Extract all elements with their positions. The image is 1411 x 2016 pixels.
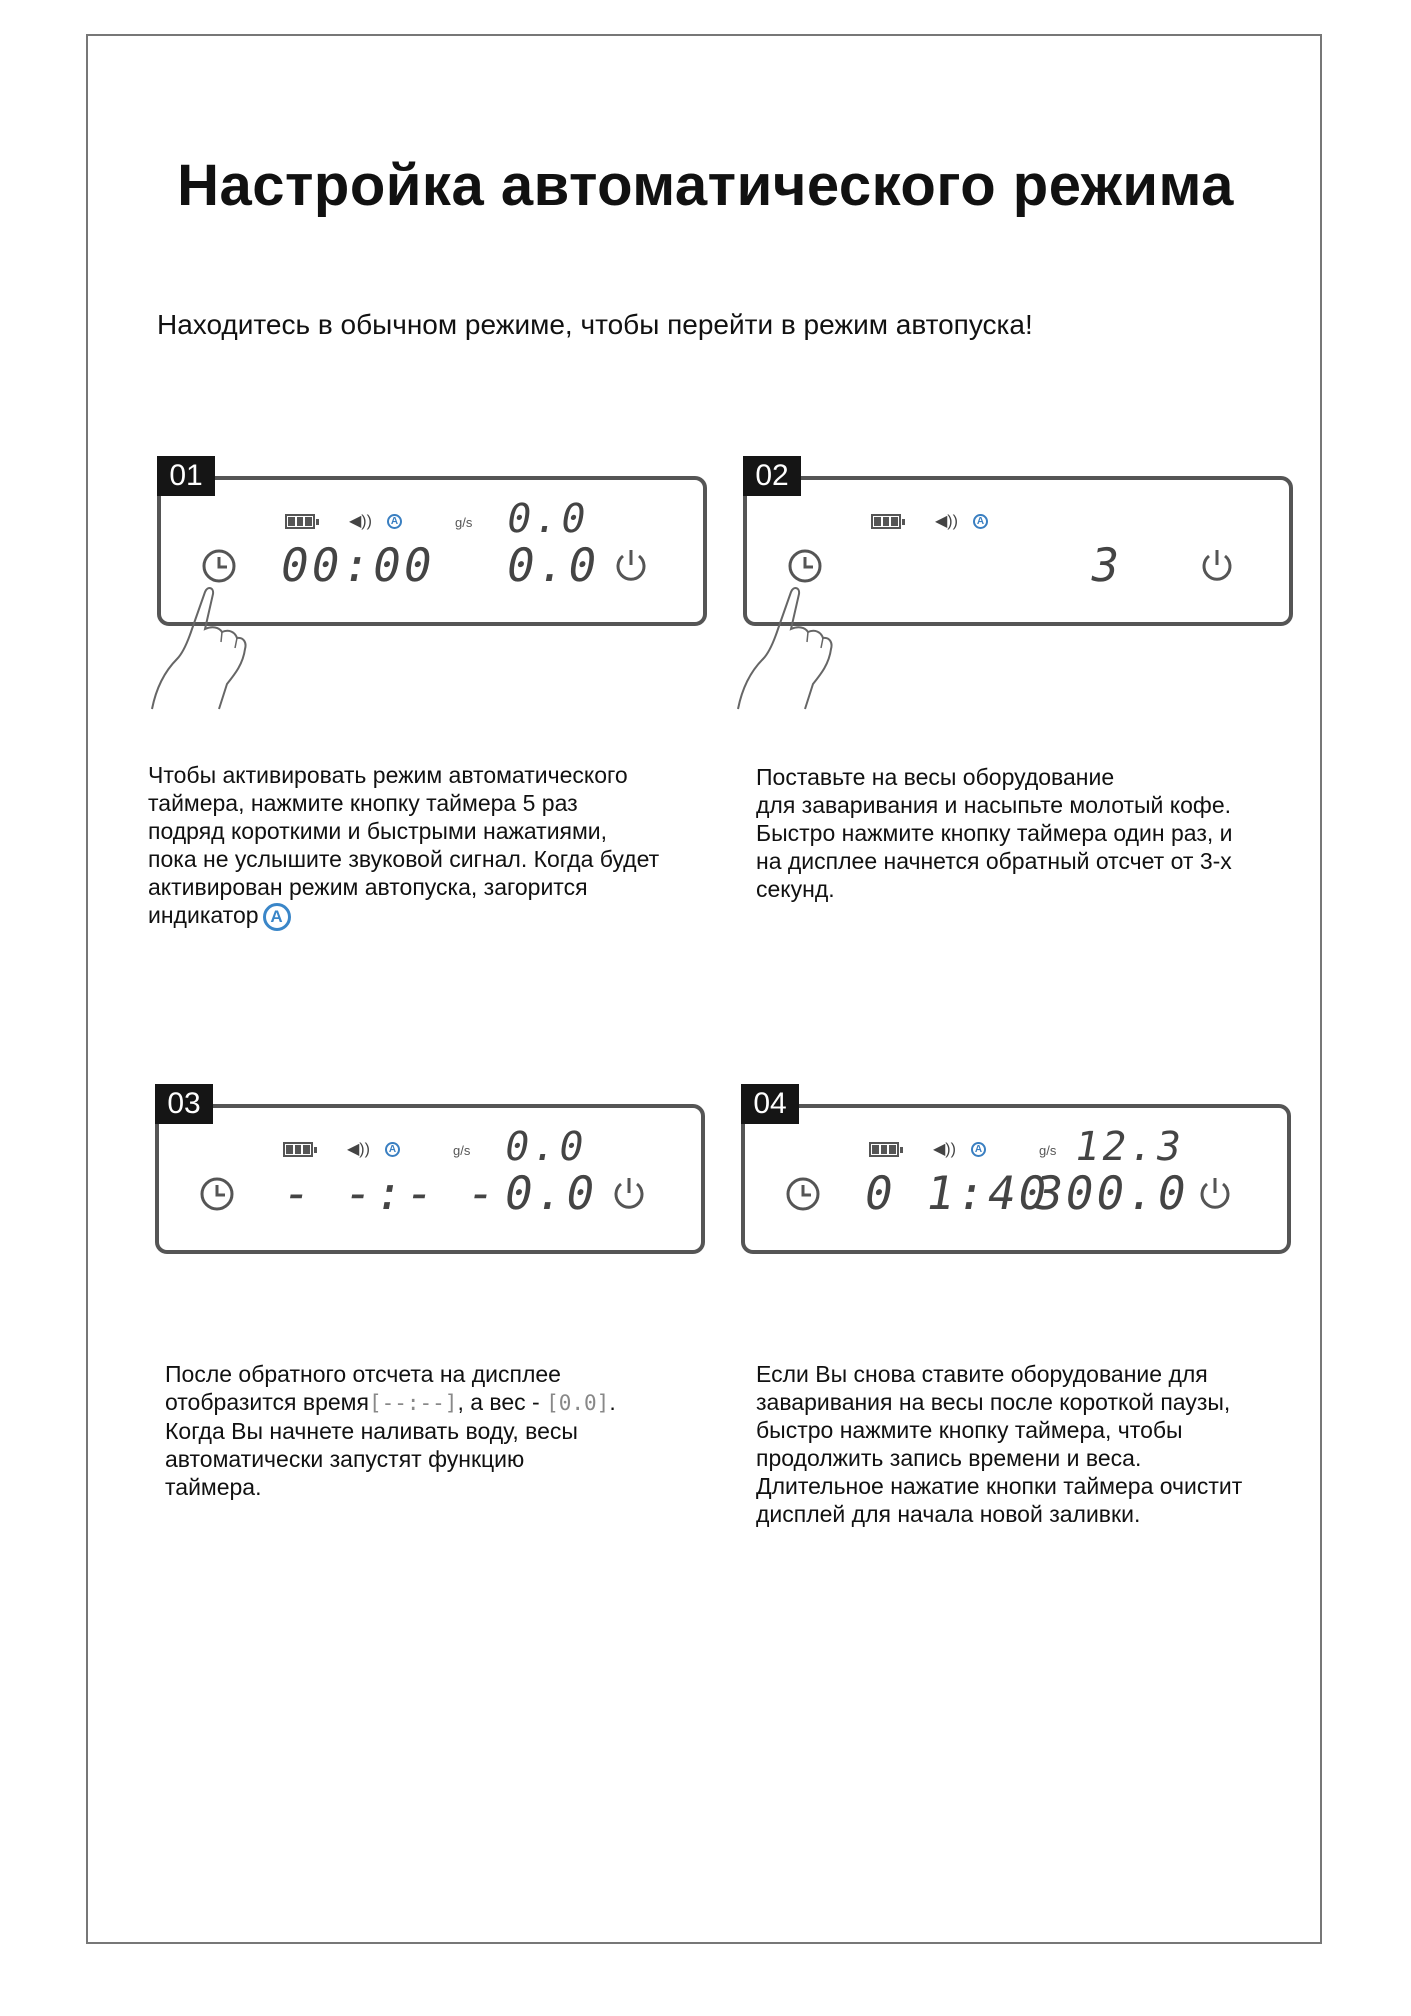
countdown-readout: 3 (1086, 538, 1127, 592)
text-line-part: . (609, 1389, 616, 1415)
text-line: продолжить запись времени и веса. (756, 1445, 1142, 1471)
text-line-part: индикатор (148, 902, 259, 928)
text-line: секунд. (756, 876, 835, 902)
pointing-hand-icon (147, 574, 257, 714)
step-03-description (165, 1360, 616, 1501)
step-01-description (148, 761, 659, 931)
step-01-panel (157, 456, 707, 716)
time-readout: 00:00 (276, 538, 440, 592)
text-line: таймера, нажмите кнопку таймера 5 раз (148, 790, 578, 816)
power-button-icon[interactable] (1195, 1172, 1235, 1212)
rate-unit: g/s (455, 515, 473, 530)
scale-display (741, 1104, 1291, 1254)
step-badge: 01 (157, 456, 215, 496)
text-line: активирован режим автопуска, загорится (148, 874, 588, 900)
rate-unit: g/s (1039, 1143, 1057, 1158)
step-03-panel (155, 1084, 705, 1344)
time-readout: - -:- - (278, 1166, 503, 1220)
auto-mode-icon: A (973, 514, 988, 529)
auto-mode-icon: A (971, 1142, 986, 1157)
scale-display (155, 1104, 705, 1254)
power-button-icon[interactable] (1197, 544, 1237, 584)
text-line: После обратного отсчета на дисплее (165, 1361, 561, 1387)
text-line: Чтобы активировать режим автоматического (148, 762, 628, 788)
text-line-part: отобразится время (165, 1389, 369, 1415)
text-line-part: , а вес - (457, 1389, 547, 1415)
rate-readout: 0.0 (502, 496, 593, 542)
auto-mode-icon: A (385, 1142, 400, 1157)
weight-readout: 300.0 (1030, 1166, 1194, 1220)
weight-readout: 0.0 (502, 538, 604, 592)
text-line: заваривания на весы после короткой паузы, (756, 1389, 1231, 1415)
text-line: Поставьте на весы оборудование (756, 764, 1115, 790)
text-line: на дисплее начнется обратный отсчет от 3-х (756, 848, 1232, 874)
step-badge: 04 (741, 1084, 799, 1124)
text-line: Быстро нажмите кнопку таймера один раз, и (756, 820, 1233, 846)
battery-icon (285, 514, 315, 529)
timer-button-icon[interactable] (783, 1174, 823, 1214)
text-line: автоматически запустят функцию (165, 1446, 525, 1472)
text-line: таймера. (165, 1474, 262, 1500)
step-04-panel (741, 1084, 1291, 1344)
power-button-icon[interactable] (609, 1172, 649, 1212)
battery-icon (869, 1142, 899, 1157)
pointing-hand-icon (733, 574, 843, 714)
power-button-icon[interactable] (611, 544, 651, 584)
rate-unit: g/s (453, 1143, 471, 1158)
rate-readout: 0.0 (500, 1124, 591, 1170)
text-line (165, 1388, 616, 1417)
text-line (148, 901, 659, 931)
battery-icon (283, 1142, 313, 1157)
speaker-icon: ◀)) (347, 1141, 370, 1158)
text-line: Если Вы снова ставите оборудование для (756, 1361, 1208, 1387)
text-line: дисплей для начала новой заливки. (756, 1501, 1141, 1527)
step-02-panel (743, 456, 1293, 716)
text-line: Когда Вы начнете наливать воду, весы (165, 1418, 578, 1444)
step-badge: 03 (155, 1084, 213, 1124)
auto-mode-icon: A (387, 514, 402, 529)
weight-placeholder: [0.0] (546, 1391, 610, 1415)
speaker-icon: ◀)) (933, 1141, 956, 1158)
speaker-icon: ◀)) (935, 513, 958, 530)
speaker-icon: ◀)) (349, 513, 372, 530)
text-line: быстро нажмите кнопку таймера, чтобы (756, 1417, 1183, 1443)
weight-readout: 0.0 (500, 1166, 602, 1220)
page-title: Настройка автоматического режима (177, 153, 1234, 218)
intro-text: Находитесь в обычном режиме, чтобы перейти в режим автопуска! (157, 309, 1033, 340)
text-line: для заваривания и насыпьте молотый кофе. (756, 792, 1232, 818)
text-line: подряд короткими и быстрыми нажатиями, (148, 818, 608, 844)
text-line: Длительное нажатие кнопки таймера очистит (756, 1473, 1243, 1499)
rate-readout: 12.3 (1070, 1124, 1188, 1170)
time-placeholder: [--:--] (368, 1391, 458, 1415)
step-04-description (756, 1360, 1242, 1528)
text-line: пока не услышите звуковой сигнал. Когда будет (148, 846, 660, 872)
step-badge: 02 (743, 456, 801, 496)
timer-button-icon[interactable] (197, 1174, 237, 1214)
time-readout: 0 1:40 (860, 1166, 1054, 1220)
step-02-description (756, 763, 1233, 903)
auto-indicator-icon: A (263, 903, 291, 931)
battery-icon (871, 514, 901, 529)
